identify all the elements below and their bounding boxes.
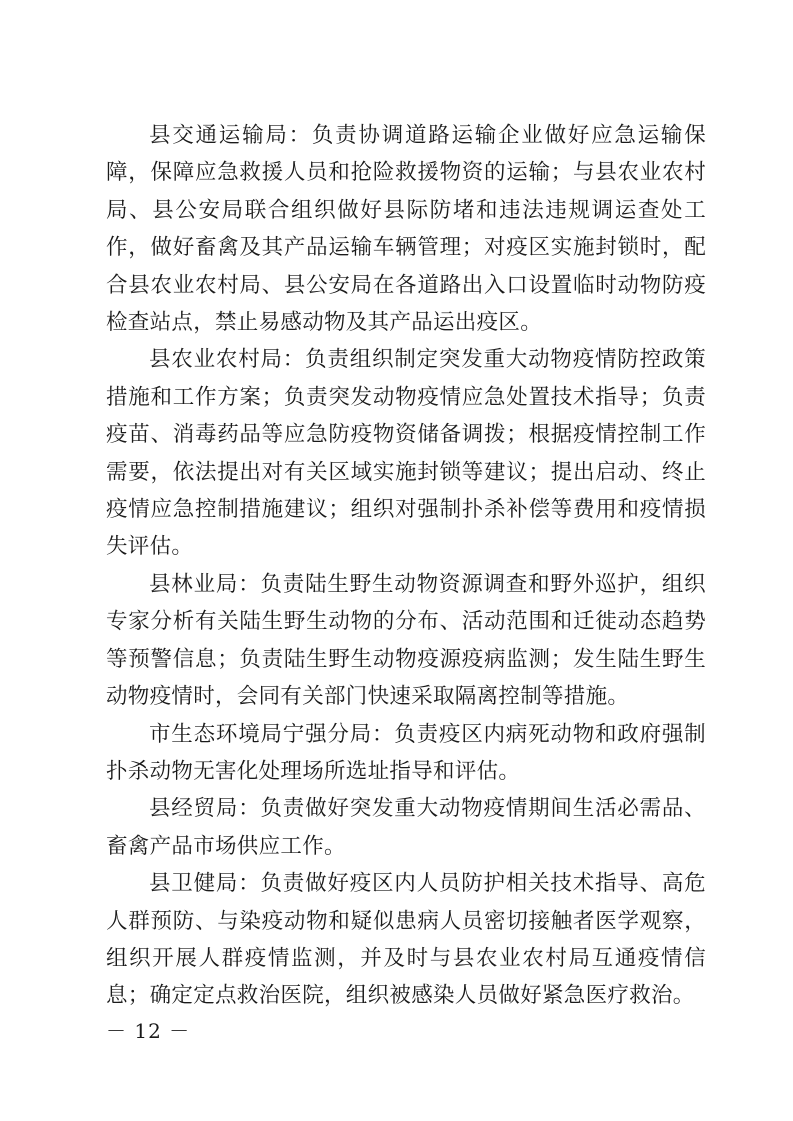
document-body <box>106 117 706 1015</box>
page-number: － 12 － <box>106 1019 191 1043</box>
paragraph-transport-bureau: 县交通运输局：负责协调道路运输企业做好应急运输保障，保障应急救援人员和抢险救援物资的运输；与县农业农村局、县公安局联合组织做好县际防堵和违法违规调运查处工作，做好畜禽及其产品运输车辆管理；对疫区实施封锁时，配合县农业农村局、县公安局在各道路出入口设置临时动物防疫检查站点，禁止易感动物及其产品运出疫区。 <box>106 123 706 336</box>
paragraph-agriculture-bureau: 县农业农村局：负责组织制定突发重大动物疫情防控政策措施和工作方案；负责突发动物疫情应急处置技术指导；负责疫苗、消毒药品等应急防疫物资储备调拨；根据疫情控制工作需要，依法提出对有关区域实施封锁等建议；提出启动、终止疫情应急控制措施建议；组织对强制扑杀补偿等费用和疫情损失评估。 <box>106 347 706 560</box>
paragraph-ecology-bureau: 市生态环境局宁强分局：负责疫区内病死动物和政府强制扑杀动物无害化处理场所选址指导和评估。 <box>106 721 706 784</box>
paragraph-health-bureau: 县卫健局：负责做好疫区内人员防护相关技术指导、高危人群预防、与染疫动物和疑似患病人员密切接触者医学观察，组织开展人群疫情监测，并及时与县农业农村局互通疫情信息；确定定点救治医院，组织被感染人员做好紧急医疗救治。 <box>106 871 706 1009</box>
paragraph-trade-bureau: 县经贸局：负责做好突发重大动物疫情期间生活必需品、畜禽产品市场供应工作。 <box>106 796 706 859</box>
paragraph-forestry-bureau: 县林业局：负责陆生野生动物资源调查和野外巡护，组织专家分析有关陆生野生动物的分布、活动范围和迁徙动态趋势等预警信息；负责陆生野生动物疫源疫病监测；发生陆生野生动物疫情时，会同有关部门快速采取隔离控制等措施。 <box>106 571 706 710</box>
